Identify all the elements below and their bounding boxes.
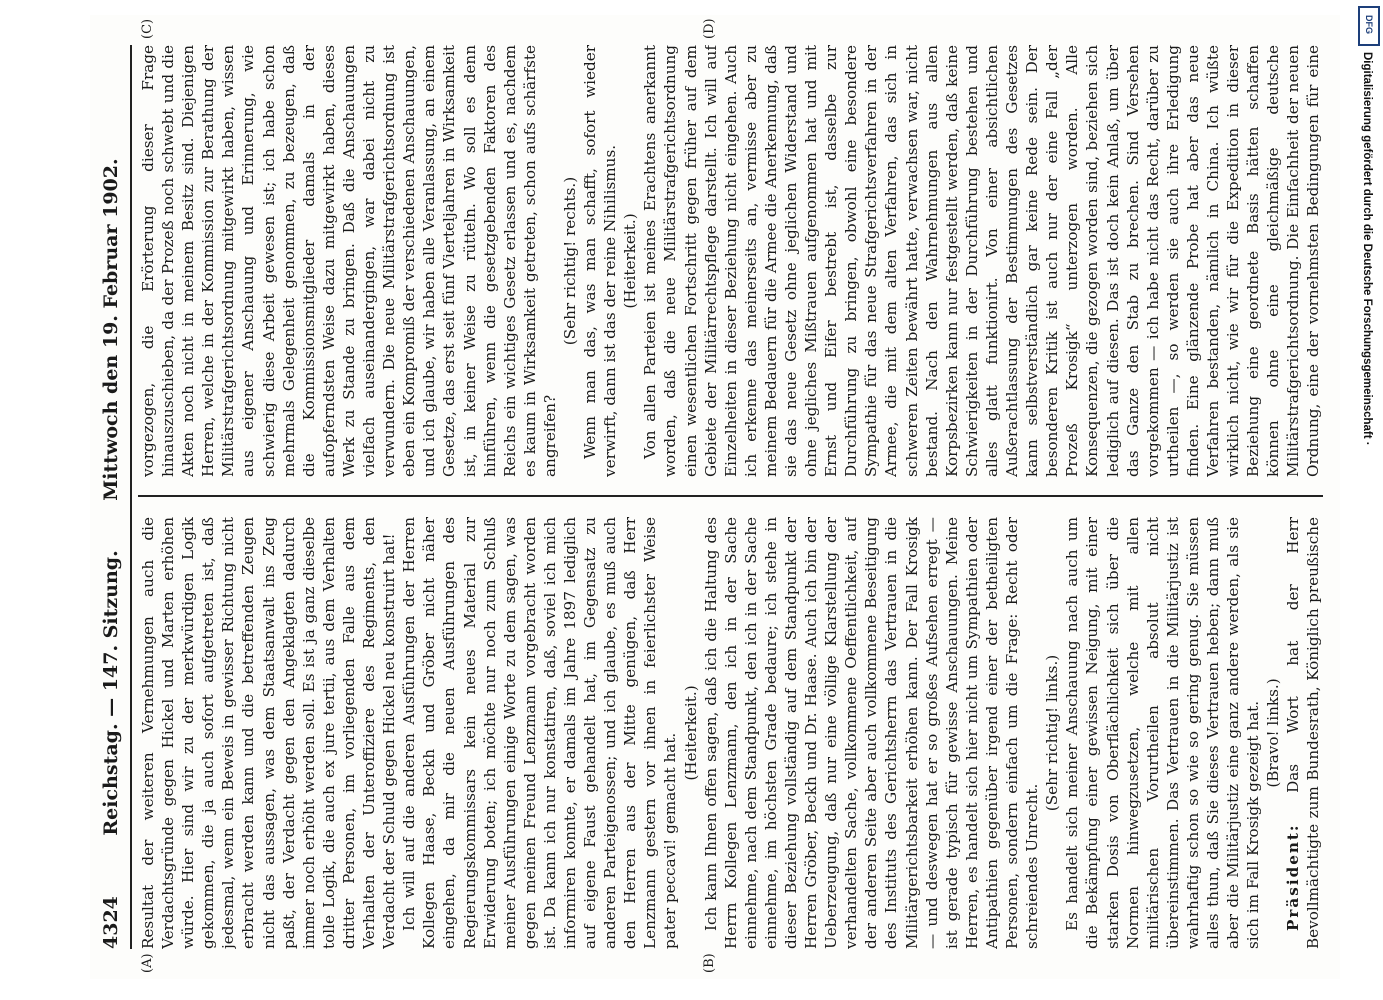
speaker-label-president: Präsident:: [1284, 823, 1303, 931]
reaction: (Heiterkeit.): [621, 213, 640, 309]
digitization-credit: [1357, 6, 1381, 994]
header-date: Mittwoch den 19. Februar 1902.: [100, 158, 122, 501]
reaction: (Sehr richtig! links.): [1043, 654, 1062, 812]
header-rule: [130, 45, 132, 949]
paragraph: Ich kann Ihnen offen sagen, daß ich die Haltung des Herrn Kollegen Lenzmann, den ich in der Sache einnehme, nach dem Standpunkt, den ich in der Sache einnehme, im höchsten Grade bedaure; ich stehe in dieser Beziehung vollständig auf dem Standpunkt der Herren Gröber, Beckh und Dr. Haase. Auch ich bin der Ueberzeugung, daß nur eine völlige Klarstellung der verhandelten Sache, vollkommene Oeffentlichkeit, auf der anderen Seite aber auch vollkommene Beseitigung des Instituts des Gerichtsherrn das Vertrauen in die Militärgerichtsbarkeit erhöhen kann. Der Fall Krosigk — und deswegen hat er so großes Aufsehen erregt — ist gerade typisch für gewisse Anschauungen. Meine Herren, es handelt sich hier nicht um Sympathien oder Antipathien gegenüber irgend einer der betheiligten Personen, sondern einfach um die Frage: Recht oder schreiendes Unrecht.: [701, 517, 1042, 949]
margin-marker-b: (B): [702, 953, 717, 973]
document-page: [90, 15, 1340, 979]
paragraph: Es handelt sich meiner Anschauung nach auch um die Bekämpfung einer gewissen Neigung, mit einer starken Dosis von Oberflächlichkeit sich über die Normen hinwegzusetzen, welche mit allen militärischen Vorurtheilen absolut nicht übereinstimmen. Das Vertrauen in die Militärjustiz ist wahrhaftig schon so wie so gering genug. Sie müssen alles thun, daß Sie dieses Vertrauen heben; dann muß aber die Militärjustiz eine ganz andere werden, als sie sich im Fall Krosigk gezeigt hat.: [1063, 517, 1263, 949]
paragraph: vorgezogen, die Erörterung dieser Frage hinauszuschieben, da der Prozeß noch schwebt und die Akten noch nicht in meinem Besitz sind. Diejenigen Herren, welche in der Kommission zur Berathung der Militärstrafgerichtsordnung mitgewirkt haben, wissen aus eigener Anschauung und Erinnerung, wie schwierig diese Arbeit gewesen ist; ich habe schon mehrmals Gelegenheit genommen, zu bezeugen, daß die Kommissionsmitglieder damals in der aufopferndsten Weise dazu mitgewirkt haben, dieses Werk zu Stande zu bringen. Daß die Anschauungen vielfach auseinandergingen, war dabei nicht zu verwundern. Die neue Militärstrafgerichtsordnung ist eben ein Kompromiß der verschiedenen Anschauungen, und ich glaube, wir haben alle Veranlassung, an einem Gesetze, das erst seit fünf Vierteljahren in Wirksamkeit ist, in keiner Weise zu rütteln. Wo soll es denn hinführen, wenn die gesetzgebenden Faktoren des Reichs ein wichtiges Gesetz erlassen und es, nachdem es kaum in Wirksamkeit getreten, schon aufs schärfste angreifen?: [139, 45, 559, 477]
reaction: (Heiterkeit.): [681, 685, 700, 781]
reaction: (Bravo! links.): [1264, 678, 1283, 788]
credit-text: Digitalisierung gefördert durch die Deutsche Forschungsgemeinschaft ·: [1361, 52, 1373, 446]
page-number: 4324: [100, 896, 122, 949]
page-header: [98, 45, 128, 949]
speaker-text: Das Wort hat der Herr Bevollmächtigte zum Bundesrath, Königlich preußische: [1284, 517, 1323, 949]
header-title: [100, 45, 122, 949]
left-column: [138, 517, 1323, 949]
margin-marker-c: (C): [140, 18, 155, 39]
margin-marker-d: (D): [702, 18, 717, 39]
speaker-paragraph: [1283, 517, 1323, 949]
margin-marker-a: (A): [140, 953, 155, 973]
right-column: [138, 45, 1323, 477]
paragraph: Ich will auf die anderen Ausführungen der Herren Kollegen Haase, Beckh und Gröber nicht näher eingehen, da mir die neuen Ausführungen des Regierungskommissars kein neues Material zur Erwiderung boten; ich möchte nur noch zum Schluß meiner Ausführungen einige Worte zu dem sagen, was gegen meinen Freund Lenzmann vorgebracht worden ist. Da kann ich nur konstatiren, daß, soviel ich mich informiren konnte, er damals im Jahre 1897 lediglich auf eigene Faust gehandelt hat, im Gegensatz zu anderen Parteigenossen; und ich glaube, es muß auch den Herren aus der Mitte genügen, daß Herr Lenzmann gestern vor ihnen in feierlichster Weise pater peccavi! gemacht hat.: [400, 517, 680, 949]
paragraph: Wenn man das, was man schafft, sofort wieder verwirft, dann ist das der reine Nihilismus.: [581, 45, 620, 477]
column-rule: [138, 495, 1323, 497]
paragraph: Von allen Parteien ist meines Erachtens anerkannt worden, daß die neue Militärstrafgerichtsordnung einen wesentlichen Fortschritt gegen früher auf dem Gebiete der Militärrechtspflege darstellt. Ich will auf Einzelheiten in dieser Beziehung nicht eingehen. Auch ich erkenne das meinerseits an, vermisse aber zu meinem Bedauern für die Armee die Anerkennung, daß sie das neue Gesetz ohne jeglichen Widerstand und ohne jegliches Mißtrauen aufgenommen hat und mit Ernst und Eifer bestrebt ist, dasselbe zur Durchführung zu bringen, obwohl eine besondere Sympathie für das neue Strafgerichtsverfahren in der Armee, die mit dem alten Verfahren, das sich in schweren Zeiten bewährt hatte, verwachsen war, nicht bestand. Nach den Wahrnehmungen aus allen Korpsbezirken kann nur festgestellt werden, daß keine Schwierigkeiten in der Durchführung bestehen und alles glatt funktionirt. Von einer absichtlichen Außerachtlassung der Bestimmungen des Gesetzes kann selbstverständlich gar keine Rede sein. Der besonderen Kritik ist auch nur der eine Fall „der Prozeß Krosigk“ unterzogen worden. Alle Konsequenzen, die gezogen worden sind, beziehen sich lediglich auf diesen. Das ist doch kein Anlaß, um über das Ganze den Stab zu brechen. Sind Versehen vorgekommen — ich habe nicht das Recht, darüber zu urtheilen —, so werden sie auch ihre Erledigung finden. Eine glänzende Probe hat aber das neue Verfahren bestanden, nämlich in China. Ich wüßte wirklich nicht, wie wir für die Expedition in dieser Beziehung eine geordnete Basis hätten schaffen können ohne eine gleichmäßige deutsche Militärstrafgerichtsordnung. Die Einfachheit der neuen Ordnung, eine der vornehmsten Bedingungen für eine: [641, 45, 1323, 477]
paragraph: Resultat der weiteren Vernehmungen auch die Verdachtsgründe gegen Hickel und Marten erhöhen würde. Hier sind wir zu der merkwürdigen Logik gekommen, die ja auch sofort aufgetreten ist, daß jedesmal, wenn ein Beweis in gewisser Richtung nicht erbracht werden kann und die betreffenden Zeugen nicht das aussagen, was dem Staatsanwalt ins Zeug paßt, der Verdacht gegen den Angeklagten dadurch immer noch erhöht werden soll. Es ist ja ganz dieselbe tolle Logik, die auch ex jure tertii, aus dem Verhalten dritter Personen, im vorliegenden Falle aus dem Verhalten der Unteroffiziere des Regiments, den Verdacht der Schuld gegen Hickel neu konstruirt hat!: [139, 517, 399, 949]
header-session: Reichstag. — 147. Sitzung.: [100, 550, 122, 836]
dfg-logo: DFG: [1358, 6, 1380, 46]
reaction: (Sehr richtig! rechts.): [560, 176, 579, 346]
